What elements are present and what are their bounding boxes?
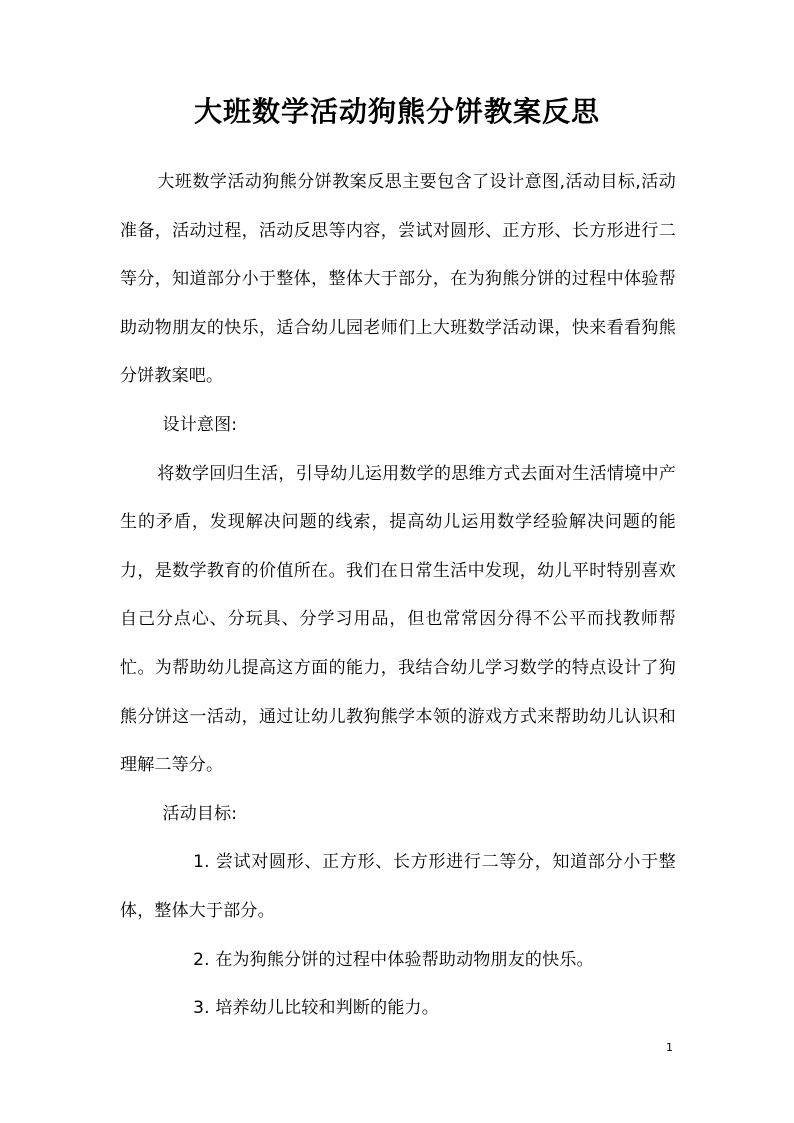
design-intent-heading: 设计意图:	[162, 414, 238, 435]
activity-goals-heading: 活动目标:	[162, 803, 238, 824]
document-title: 大班数学活动狗熊分饼教案反思	[193, 95, 600, 128]
document-body	[120, 158, 676, 1033]
goal-item-3: 3. 培养幼儿比较和判断的能力。	[193, 998, 439, 1019]
goal-item-2: 2. 在为狗熊分饼的过程中体验帮助动物朋友的快乐。	[193, 949, 594, 970]
page-number: 1	[666, 1041, 673, 1054]
intro-paragraph: 大班数学活动狗熊分饼教案反思主要包含了设计意图,活动目标,活动准备，活动过程，活动反思等内容，尝试对圆形、正方形、长方形进行二等分，知道部分小于整体，整体大于部分，在为狗熊分饼的过程中体验帮助动物朋友的快乐，适合幼儿园老师们上大班数学活动课，快来看看狗熊分饼教案吧。	[120, 172, 676, 387]
design-intent-paragraph: 将数学回归生活，引导幼儿运用数学的思维方式去面对生活情境中产生的矛盾，发现解决问题的线索，提高幼儿运用数学经验解决问题的能力，是数学教育的价值所在。我们在日常生活中发现，幼儿平时特别喜欢自己分点心、分玩具、分学习用品，但也常常因分得不公平而找教师帮忙。为帮助幼儿提高这方面的能力，我结合幼儿学习数学的特点设计了狗熊分饼这一活动，通过让幼儿教狗熊学本领的游戏方式来帮助幼儿认识和理解二等分。	[120, 463, 676, 776]
goal-item-1: 1. 尝试对圆形、正方形、长方形进行二等分，知道部分小于整体，整体大于部分。	[120, 852, 676, 921]
